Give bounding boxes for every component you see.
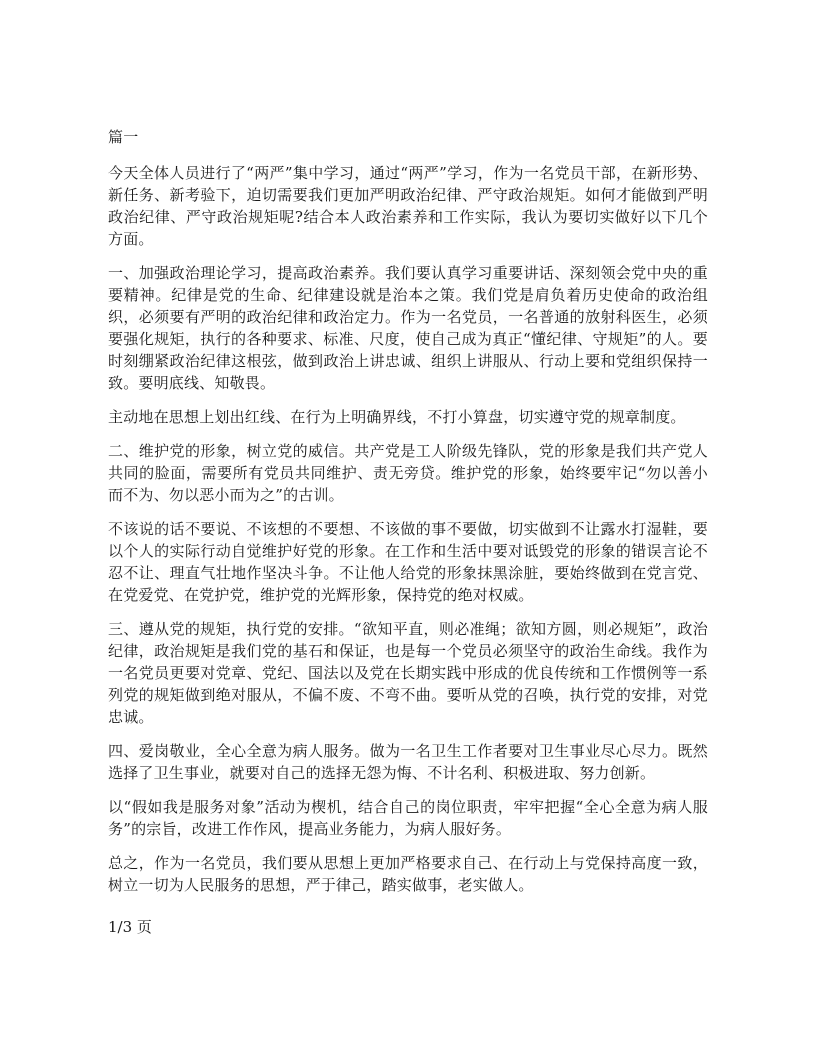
paragraph-intro: 今天全体人员进行了“两严”集中学习，通过“两严”学习，作为一名党员干部，在新形势、新任务、新考验下，迫切需要我们更加严明政治纪律、严守政治规矩。如何才能做到严明政治纪律、严守政治规矩呢?结合本人政治素养和工作实际，我认为要切实做好以下几个方面。: [108, 164, 708, 248]
paragraph-point-1-cont: 主动地在思想上划出红线、在行为上明确界线，不打小算盘，切实遵守党的规章制度。: [108, 408, 686, 426]
document-body: [108, 126, 708, 908]
page-number: 1/3 页: [108, 918, 152, 936]
paragraph-point-3: 三、遵从党的规矩，执行党的安排。“欲知平直，则必准绳；欲知方圆，则必规矩”，政治纪律，政治规矩是我们党的基石和保证，也是每一个党员必须坚守的政治生命线。我作为一名党员更要对党章、党纪、国法以及党在长期实践中形成的优良传统和工作惯例等一系列党的规矩做到绝对服从，不偏不废、不弯不曲。要听从党的召唤，执行党的安排，对党忠诚。: [108, 620, 708, 726]
paragraph-point-1: 一、加强政治理论学习，提高政治素养。我们要认真学习重要讲话、深刻领会党中央的重要精神。纪律是党的生命、纪律建设就是治本之策。我们党是肩负着历史使命的政治组织，必须要有严明的政治纪律和政治定力。作为一名党员，一名普通的放射科医生，必须要强化规矩，执行的各种要求、标准、尺度，使自己成为真正“懂纪律、守规矩”的人。要时刻绷紧政治纪律这根弦，做到政治上讲忠诚、组织上讲服从、行动上要和党组织保持一致。要明底线、知敬畏。: [108, 264, 708, 392]
paragraph-point-4-cont: 以“假如我是服务对象”活动为楔机，结合自己的岗位职责，牢牢把握“全心全意为病人服务”的宗旨，改进工作作风，提高业务能力，为病人服好务。: [108, 798, 708, 838]
paragraph-point-2-cont: 不该说的话不要说、不该想的不要想、不该做的事不要做，切实做到不让露水打湿鞋，要以个人的实际行动自觉维护好党的形象。在工作和生活中要对诋毁党的形象的错误言论不忍不让、理直气壮地作坚决斗争。不让他人给党的形象抹黑涂脏，要始终做到在党言党、在党爱党、在党护党，维护党的光辉形象，保持党的绝对权威。: [108, 520, 708, 604]
paragraph-point-4: 四、爱岗敬业，全心全意为病人服务。做为一名卫生工作者要对卫生事业尽心尽力。既然选择了卫生事业，就要对自己的选择无怨为悔、不计名利、积极进取、努力创新。: [108, 742, 708, 782]
paragraph-point-2: 二、维护党的形象，树立党的威信。共产党是工人阶级先锋队，党的形象是我们共产党人共同的脸面，需要所有党员共同维护、责无旁贷。维护党的形象，始终要牢记“勿以善小而不为、勿以恶小而为之”的古训。: [108, 442, 708, 504]
section-heading: 篇一: [108, 128, 139, 146]
paragraph-conclusion: 总之，作为一名党员，我们要从思想上更加严格要求自己、在行动上与党保持高度一致，树立一切为人民服务的思想，严于律己，踏实做事，老实做人。: [108, 854, 708, 894]
